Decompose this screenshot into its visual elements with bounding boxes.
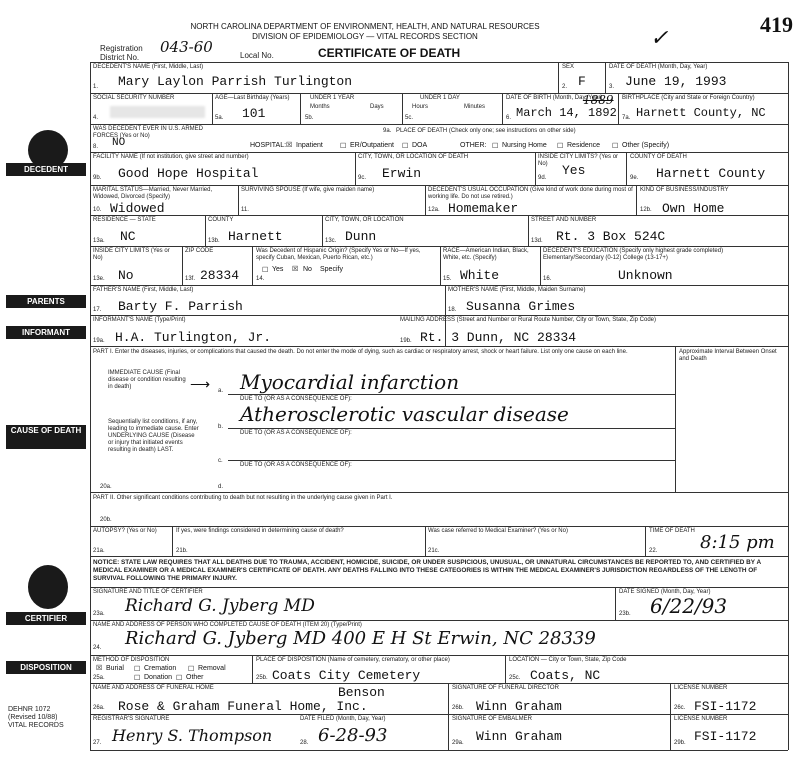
label-date-of-death: DATE OF DEATH (Month, Day, Year) [609,64,708,70]
label-name: DECEDENT'S NAME (First, Middle, Last) [93,64,204,70]
value-cause-a: Myocardial infarction [240,370,460,394]
other-checkbox[interactable]: ☐ [612,143,619,150]
section-certifier: CERTIFIER [6,612,86,625]
value-dob: March 14, 1892 [516,106,617,120]
nursing-home-checkbox[interactable]: ☐ [492,143,499,150]
value-license-number-2: FSI-1172 [694,729,757,744]
value-zip: 28334 [200,268,240,283]
label-armed-forces: WAS DECEDENT EVER IN U.S. ARMED FORCES (Yes or No) [93,126,204,139]
value-date-filed: 6-28-93 [318,725,388,746]
certificate-number: 419 [760,12,793,37]
value-race: White [460,268,500,283]
division-name: DIVISION OF EPIDEMIOLOGY — VITAL RECORDS SECTION [252,32,478,41]
label-sex: SEX [562,64,575,70]
arrow-icon: ⟶ [190,376,211,392]
value-embalmer: Winn Graham [476,729,562,744]
value-time-of-death: 8:15 pm [700,532,775,553]
value-decedent-name: Mary Laylon Parrish Turlington [118,74,353,89]
label-race: RACE—American Indian, Black, White, etc. (Specify) [443,248,529,261]
label-date-filed: DATE FILED (Month, Day, Year) [300,716,386,722]
value-date-signed: 6/22/93 [650,594,728,618]
value-residence-state: NC [120,229,136,244]
label-zip: ZIP CODE [185,248,214,254]
label-immediate-cause: IMMEDIATE CAUSE (Final disease or condition resulting in death) [108,370,186,390]
agency-name: NORTH CAROLINA DEPARTMENT OF ENVIRONMENT, HEALTH, AND NATURAL RESOURCES [190,22,540,31]
label-residence-county: COUNTY [208,217,234,223]
removal-checkbox[interactable]: ☐ [188,666,195,673]
value-residence-street: Rt. 3 Box 524C [556,229,666,244]
death-certificate-page: NORTH CAROLINA DEPARTMENT OF ENVIRONMENT, HEALTH, AND NATURAL RESOURCES DIVISION OF EPIDEMIOLOGY — VITAL RECORDS SECTION CERTIFICATE OF DEATH Registration District No. 043-60 Local No. 419 ✓ DECEDENT PARENTS INFORMANT CAUSE OF DEATH CERTIFIER DISPOSITION DEHNR 1072 (Revised 10/88) VITAL RECORDS DECEDENT'S NAME (First, Middle, Last) 1. Mary Laylon Parrish Turlington SEX 2. F DATE OF DEATH (Month, Day, Year) 3. June 19, 1993 SOCIAL SECURITY NUMBER 4. AGE—Last Birthday (Years) 5a. 101 UNDER 1 YEAR Months Days 5b. UNDER 1 DAY Hours Minutes 5c. DATE OF BIRTH (Month, Day, Year) 6. March 14, 1892 1889 BIRTHPLACE (City and State or Foreign Country) 7a. Harnett County, NC WAS DECEDENT EVER IN U.S. ARMED FORCES (Yes or No) 8. NO 9a. PLACE OF DEATH (Check only one; see instructions on other side) HOSPITAL: ☒ Inpatient ☐ ER/Outpatient ☐ DOA OTHER: ☐ Nursing Home ☐ Residence ☐ Other (Specify) FACILITY NAME (If not institution, give street and number) 9b. Good Hope Hospital CITY, TOWN, OR LOCATION OF DEATH 9c. Erwin INSIDE CITY LIMITS? (Yes or No) 9d. Yes COUNTY OF DEATH 9e. Harnett County MARITAL STATUS—Married, Never Married, Widowed, Divorced (Specify) 10. Widowed SURVIVING SPOUSE (If wife, give maiden name) 11. DECEDENT'S USUAL OCCUPATION (Give kind of work done during most of working life. Do not use retired.) 12a. Homemaker KIND OF BUSINESS/INDUSTRY 12b. Own Home RESIDENCE — STATE 13a. NC COUNTY 13b. Harnett CITY, TOWN, OR LOCATION 13c. Dunn STREET AND NUMBER 13d. Rt. 3 Box 524C INSIDE CITY LIMITS (Yes or No) 13e. No ZIP CODE 13f. 28334 Was Decedent of Hispanic Origin? (Specify Yes or No—If yes, specify Cuban, Mexican, Puerto Rican, etc.) ☐ Yes ☒ No Specify 14. RACE—American Indian, Black, White, etc. (Specify) 15. White DECEDENT'S EDUCATION (Specify only highest grade completed) Elementary/Secondary (0-12) College (13-17+) 16. Unknown FATHER'S NAME (First, Middle, Last) 17. Barty F. Parrish MOTHER'S NAME (First, Middle, Maiden Surname) 18. Susanna Grimes INFORMANT'S NAME (Type/Print) 19a. H.A. Turlington, Jr. MAILING ADDRESS (Street and Number or Rural Route Number, City or Town, State, Zip Code) 19b. Rt. 3 Dunn, NC 28334 PART I. Enter the diseases, injuries, or complications that caused the death. Do not enter the mode of dying, such as cardiac or respiratory arrest, shock or heart failure. List only one cause on each line. Approximate Interval Between Onset and Death IMMEDIATE CAUSE (Final disease or condition resulting in death) ⟶ a. Myocardial infarction DUE TO (OR AS A CONSEQUENCE OF): Sequentially list conditions, if any, leading to immediate cause. Enter UNDERLYING CAUSE (Disease or injury that initiated events resulting in death) LAST. b. Atherosclerotic vascular disease DUE TO (OR AS A CONSEQUENCE OF): c. DUE TO (OR AS A CONSEQUENCE OF): d. 20a. PART II. Other significant conditions contributing to death but not resulting in the underlying cause given in Part I. 20b. AUTOPSY? (Yes or No) 21a. If yes, were findings considered in determining cause of death? 21b. Was case referred to Medical Examiner? (Yes or No) 21c. TIME OF DEATH 22. 8:15 pm NOTICE: STATE LAW REQUIRES THAT ALL DEATHS DUE TO TRAUMA, ACCIDENT, HOMICIDE, SUICIDE, OR UNDER SUSPICIOUS, UNUSUAL, OR UNNATURAL CIRCUMSTANCES BE REPORTED TO, AND CERTIFIED BY A MEDICAL EXAMINER OR A MEDICAL EXAMINER'S CERTIFICATE OF DEATH. ANY DEATHS FALLING INTO THESE CATEGORIES IS WITHIN THE MEDICAL EXAMINER'S JURISDICTION REGARDLESS OF THE LENGTH OF SURVIVAL FOLLOWING THE PRIMARY INJURY. SIGNATURE AND TITLE OF CERTIFIER 23a. Richard G. Jyberg MD DATE SIGNED (Month, Day, Year) 23b. 6/22/93 NAME AND ADDRESS OF PERSON WHO COMPLETED CAUSE OF DEATH (ITEM 20) (Type/Print) 24. Richard G. Jyberg MD 400 E H St Erwin, NC 28339 METHOD OF DISPOSITION ☒ Burial ☐ Cremation ☐ Removal ☐ Donation ☐ Other 25a. PLACE OF DISPOSITION (Name of cemetery, crematory, or other place) 25b. Coats City Cemetery LOCATION — City or Town, State, Zip Code 25c. Coats, NC NAME AND ADDRESS OF FUNERAL HOME Benson 26a. Rose & Graham Funeral Home, Inc. SIGNATURE OF FUNERAL DIRECTOR 26b. Winn Graham LICENSE NUMBER 26c. FSI-1172 REGISTRAR'S SIGNATURE 27. Henry S. Thompson DATE FILED (Month, Day, Year) 28. 6-28-93 SIGNATURE OF EMBALMER 29a. Winn Graham LICENSE NUMBER 29b. FSI-1172 [0,0,808,757]
label-hospital: HOSPITAL: [250,142,287,149]
label-father: FATHER'S NAME (First, Middle, Last) [93,287,194,293]
hispanic-yes-checkbox[interactable]: ☐ [262,267,269,274]
value-marital: Widowed [110,201,165,216]
value-sex: F [578,74,586,89]
burial-checkbox[interactable]: ☒ [96,665,103,672]
value-residence-county: Harnett [228,229,283,244]
value-funeral-home-city: Benson [338,685,385,700]
label-time-of-death: TIME OF DEATH [649,528,695,534]
label-residence-city: CITY, TOWN, OR LOCATION [325,217,404,223]
label-embalmer: SIGNATURE OF EMBALMER [452,716,532,722]
label-license-number-2: LICENSE NUMBER [674,716,728,722]
value-birthplace: Harnett County, NC [636,106,766,120]
label-me-referred: Was case referred to Medical Examiner? (Yes or No) [428,528,568,534]
label-birthplace: BIRTHPLACE (City and State or Foreign Country) [622,95,755,101]
value-funeral-home: Rose & Graham Funeral Home, Inc. [118,699,368,714]
local-no-label: Local No. [240,51,274,60]
other-disposition-checkbox[interactable]: ☐ [176,675,183,682]
label-interval: Approximate Interval Between Onset and Death [679,349,777,362]
label-license-number: LICENSE NUMBER [674,685,728,691]
registration-label: Registration District No. [100,44,143,62]
value-registrar-signature: Henry S. Thompson [112,726,273,745]
value-name-address-certifier: Richard G. Jyberg MD 400 E H St Erwin, NC 28339 [125,628,596,649]
label-method: METHOD OF DISPOSITION [93,657,170,663]
notice-text: NOTICE: STATE LAW REQUIRES THAT ALL DEATHS DUE TO TRAUMA, ACCIDENT, HOMICIDE, SUICIDE, OR UNDER SUSPICIOUS, UNUSUAL, OR UNNATURAL CIRCUMSTANCES BE REPORTED TO, AND CERTIFIED BY A MEDICAL EXAMINER OR A MEDICAL EXAMINER'S CERTIFICATE OF DEATH. ANY DEATHS FALLING INTO THESE CATEGORIES IS WITHIN THE MEDICAL EXAMINER'S JURISDICTION REGARDLESS OF THE LENGTH OF SURVIVAL FOLLOWING THE PRIMARY INJURY. [93,559,761,582]
label-age: AGE—Last Birthday (Years) [215,95,290,101]
label-occupation: DECEDENT'S USUAL OCCUPATION (Give kind of work done during most of working life. Do not use retired.) [428,187,633,200]
ssn-redacted [110,106,205,118]
value-armed-forces: NO [112,137,126,149]
label-part-1: PART I. Enter the diseases, injuries, or complications that caused the death. Do not enter the mode of dying, such as cardiac or respiratory arrest, shock or heart failure. List only one cause on each line. [93,349,628,355]
label-place-of-death: PLACE OF DEATH (Check only one; see instructions on other side) [396,128,576,134]
value-license-number: FSI-1172 [694,699,757,714]
value-certifier-signature: Richard G. Jyberg MD [125,596,315,616]
value-business: Own Home [662,201,725,216]
label-name-address-certifier: NAME AND ADDRESS OF PERSON WHO COMPLETED CAUSE OF DEATH (ITEM 20) (Type/Print) [93,622,362,628]
hispanic-no-checkbox[interactable]: ☒ [292,266,299,273]
label-mailing-address: MAILING ADDRESS (Street and Number or Rural Route Number, City or Town, State, Zip Code) [400,317,656,323]
value-city-of-death: Erwin [382,166,422,181]
value-cause-b: Atherosclerotic vascular disease [240,402,569,426]
value-mother: Susanna Grimes [466,299,576,314]
section-cause-of-death: CAUSE OF DEATH [6,425,86,449]
label-funeral-home: NAME AND ADDRESS OF FUNERAL HOME [93,685,214,691]
label-county-of-death: COUNTY OF DEATH [630,154,687,160]
certificate-title: CERTIFICATE OF DEATH [318,46,461,60]
label-funeral-director-signature: SIGNATURE OF FUNERAL DIRECTOR [452,685,559,691]
label-residence-street: STREET AND NUMBER [531,217,597,223]
value-inside-city: Yes [562,163,586,178]
section-disposition: DISPOSITION [6,661,86,674]
label-under-1-day: UNDER 1 DAY [420,95,460,101]
residence-checkbox[interactable]: ☐ [557,143,564,150]
cremation-checkbox[interactable]: ☐ [134,666,141,673]
label-residence-inside-city: INSIDE CITY LIMITS (Yes or No) [93,248,170,261]
label-ssn: SOCIAL SECURITY NUMBER [93,95,175,101]
label-inside-city: INSIDE CITY LIMITS? (Yes or No) [538,154,619,167]
doa-checkbox[interactable]: ☐ [402,143,409,150]
label-hispanic: Was Decedent of Hispanic Origin? (Specify Yes or No—If yes, specify Cuban, Mexican, Puerto Rican, etc.) [256,248,421,261]
label-informant: INFORMANT'S NAME (Type/Print) [93,317,186,323]
label-facility: FACILITY NAME (If not institution, give street and number) [93,154,249,160]
label-registrar: REGISTRAR'S SIGNATURE [93,716,170,722]
label-city-of-death: CITY, TOWN, OR LOCATION OF DEATH [358,154,469,160]
er-outpatient-checkbox[interactable]: ☐ [340,143,347,150]
checkmark: ✓ [650,26,669,51]
label-findings: If yes, were findings considered in determining cause of death? [176,528,344,534]
label-date-signed: DATE SIGNED (Month, Day, Year) [619,589,711,595]
label-marital: MARITAL STATUS—Married, Never Married, Widowed, Divorced (Specify) [93,187,213,200]
value-father: Barty F. Parrish [118,299,243,314]
label-sequential: Sequentially list conditions, if any, leading to immediate cause. Enter UNDERLYING CAUSE (Disease or injury that initiated events resulting in death) LAST. [108,419,199,453]
value-place-of-disposition: Coats City Cemetery [272,668,421,683]
label-autopsy: AUTOPSY? (Yes or No) [93,528,157,534]
label-mother: MOTHER'S NAME (First, Middle, Maiden Surname) [448,287,586,293]
label-location: LOCATION — City or Town, State, Zip Code [509,657,627,663]
label-place-of-disposition: PLACE OF DISPOSITION (Name of cemetery, crematory, or other place) [256,657,450,663]
label-dob: DATE OF BIRTH (Month, Day, Year) [506,95,603,101]
value-education: Unknown [618,268,673,283]
donation-checkbox[interactable]: ☐ [134,675,141,682]
label-part-2: PART II. Other significant conditions contributing to death but not resulting in the underlying cause given in Part I. [93,495,393,501]
redaction-smudge [28,565,68,609]
section-decedent: DECEDENT [6,163,86,176]
inpatient-checkbox[interactable]: ☒ [286,142,293,149]
value-funeral-director-signature: Winn Graham [476,699,562,714]
form-id: DEHNR 1072 (Revised 10/88) VITAL RECORDS [8,706,64,729]
value-residence-city: Dunn [345,229,377,244]
value-mailing-address: Rt. 3 Dunn, NC 28334 [420,330,577,345]
label-education: DECEDENT'S EDUCATION (Specify only highest grade completed) Elementary/Secondary (0-12) College (13-17+) [543,248,724,261]
value-facility: Good Hope Hospital [118,166,259,181]
value-location: Coats, NC [530,668,601,683]
value-date-of-death: June 19, 1993 [625,74,727,89]
label-spouse: SURVIVING SPOUSE (If wife, give maiden name) [241,187,375,193]
value-informant: H.A. Turlington, Jr. [115,330,272,345]
label-signature: SIGNATURE AND TITLE OF CERTIFIER [93,589,203,595]
label-business: KIND OF BUSINESS/INDUSTRY [640,187,729,193]
value-age: 101 [242,106,266,121]
value-occupation: Homemaker [448,201,519,216]
label-under-1-year: UNDER 1 YEAR [310,95,355,101]
section-parents: PARENTS [6,295,86,308]
registration-number: 043-60 [160,38,213,56]
value-dob-overwrite: 1889 [583,93,614,107]
value-residence-inside-city: No [118,268,134,283]
value-county-of-death: Harnett County [656,166,766,181]
label-residence-state: RESIDENCE — STATE [93,217,156,223]
section-informant: INFORMANT [6,326,86,339]
